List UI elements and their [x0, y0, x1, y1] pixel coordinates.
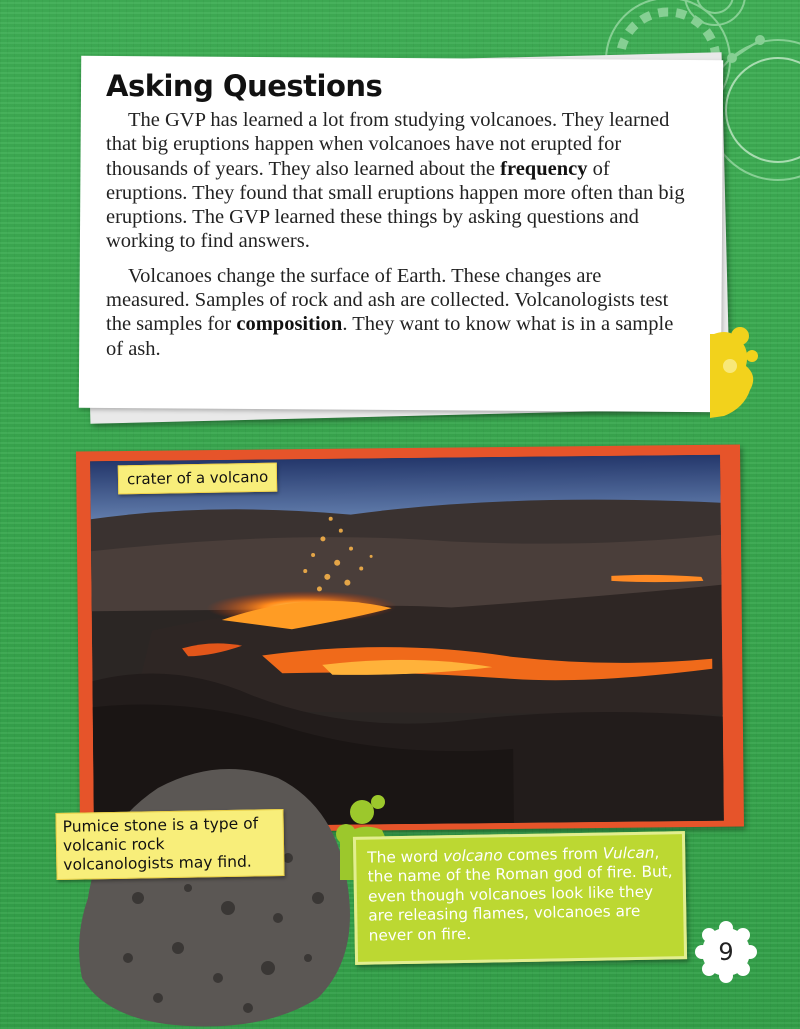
- text-section: [106, 64, 690, 361]
- pumice-stone-image: [68, 748, 368, 1028]
- page-number: 9: [718, 938, 734, 966]
- vocab-term-composition: composition: [236, 313, 343, 336]
- paragraph-2: Volcanoes change the surface of Earth. These changes are measured. Samples of rock and ash are collected. Volcanologists test the samples for composition. They want to know what is in a sample of ash.: [106, 264, 674, 360]
- fun-fact-text: The word volcano comes from Vulcan, the name of the Roman god of fire. But, even though volcanoes look like they are releasing flames, volcanoes are never on fire.: [367, 843, 673, 945]
- yellow-splash-icon: [700, 326, 760, 418]
- pumice-caption-label: Pumice stone is a type of volcanic rock volcanologists may find.: [55, 809, 284, 880]
- section-heading: Asking Questions: [106, 69, 383, 103]
- photo-caption-label: crater of a volcano: [118, 463, 278, 495]
- vocab-term-frequency: frequency: [500, 157, 588, 180]
- paragraph-1: The GVP has learned a lot from studying volcanoes. They learned that big eruptions happen when volcanoes have not erupted for thousands of years. They also learned about the frequency of eruptions. They found that small eruptions happen more often than big eruptions. The GVP learned these things by asking questions and working to find answers.: [106, 109, 685, 253]
- page-number-badge: [694, 920, 758, 984]
